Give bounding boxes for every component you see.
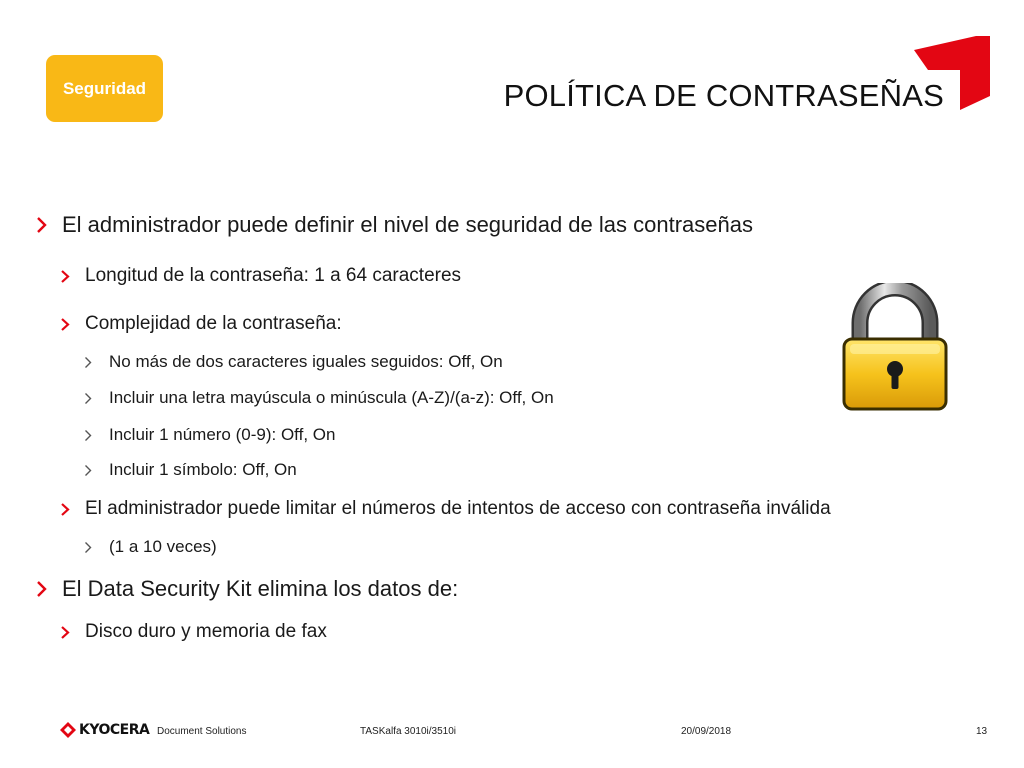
bullet-text: El administrador puede definir el nivel de seguridad de las contraseñas — [62, 212, 753, 237]
brand-name: KYOCERA — [79, 722, 150, 738]
bullet-text: Incluir 1 símbolo: Off, On — [109, 460, 297, 479]
bullet-text: No más de dos caracteres iguales seguidos: Off, On — [109, 352, 503, 371]
bullet-number — [84, 425, 335, 445]
bullet-symbol — [84, 460, 297, 480]
chevron-right-icon — [84, 356, 92, 369]
bullet-text: Disco duro y memoria de fax — [85, 621, 327, 642]
bullet-repeat-chars — [84, 352, 503, 372]
chevron-right-icon — [84, 429, 92, 442]
bullet-text: El Data Security Kit elimina los datos de: — [62, 576, 459, 601]
padlock-icon — [838, 283, 952, 413]
chevron-right-icon — [36, 216, 48, 234]
bullet-password-length — [60, 265, 461, 287]
division-name: Document Solutions — [157, 726, 247, 737]
kyocera-logo — [60, 722, 149, 738]
chevron-right-icon — [36, 580, 48, 598]
bullet-text: (1 a 10 veces) — [109, 537, 217, 556]
bullet-letter-case — [84, 388, 554, 408]
chevron-right-icon — [84, 464, 92, 477]
section-badge-label: Seguridad — [62, 78, 147, 98]
bullet-data-security-kit — [36, 576, 458, 602]
page-title: POLÍTICA DE CONTRASEÑAS — [503, 78, 944, 113]
bullet-text: Complejidad de la contraseña: — [85, 313, 342, 334]
bullet-attempt-range — [84, 537, 217, 557]
footer — [0, 718, 1024, 748]
chevron-right-icon — [84, 541, 92, 554]
bullet-text: El administrador puede limitar el números de intentos de acceso con contraseña inválida — [85, 498, 831, 519]
corner-arrow-icon — [914, 36, 990, 112]
footer-model: TASKalfa 3010i/3510i — [360, 726, 456, 737]
bullet-hdd-fax — [60, 621, 327, 643]
bullet-password-complexity — [60, 313, 342, 335]
chevron-right-icon — [60, 317, 70, 332]
bullet-text: Incluir una letra mayúscula o minúscula (A-Z)/(a-z): Off, On — [109, 388, 554, 407]
kyocera-logo-icon — [60, 722, 76, 738]
bullet-text: Longitud de la contraseña: 1 a 64 caracteres — [85, 265, 462, 286]
bullet-text: Incluir 1 número (0-9): Off, On — [109, 425, 336, 444]
chevron-right-icon — [60, 269, 70, 284]
footer-date: 20/09/2018 — [681, 726, 732, 737]
page-number: 13 — [976, 726, 988, 737]
bullet-admin-level — [36, 212, 753, 238]
section-badge — [46, 55, 163, 122]
chevron-right-icon — [60, 502, 70, 517]
chevron-right-icon — [60, 625, 70, 640]
chevron-right-icon — [84, 392, 92, 405]
bullet-login-attempts — [60, 498, 831, 520]
